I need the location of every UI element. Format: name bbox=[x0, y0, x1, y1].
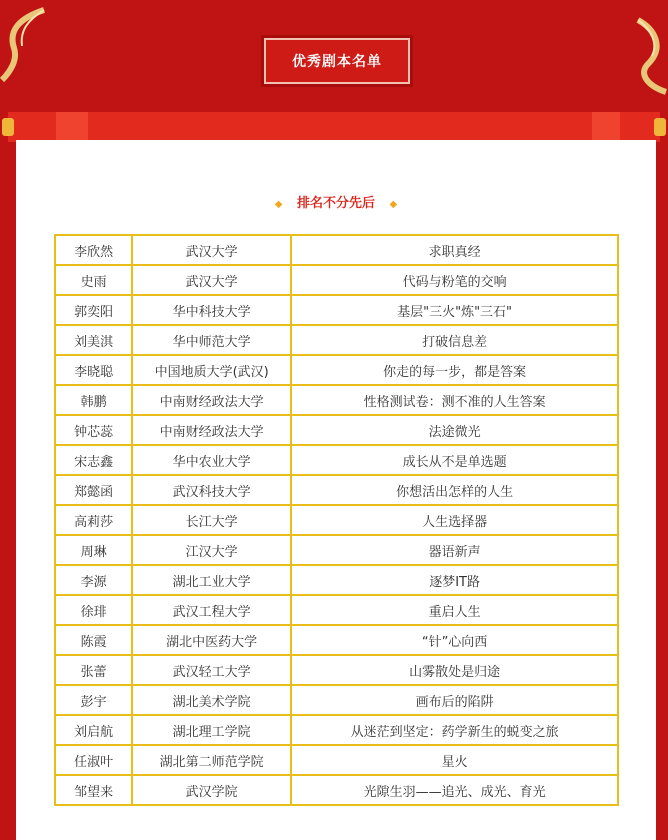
script-title: 器语新声 bbox=[291, 535, 618, 565]
table-row bbox=[55, 655, 618, 685]
table-row bbox=[55, 625, 618, 655]
table-row bbox=[55, 745, 618, 775]
script-title: 性格测试卷：测不准的人生答案 bbox=[291, 385, 618, 415]
table-row bbox=[55, 355, 618, 385]
school-name: 华中科技大学 bbox=[132, 295, 291, 325]
student-name: 李晓聪 bbox=[55, 355, 132, 385]
school-name: 湖北美术学院 bbox=[132, 685, 291, 715]
school-name: 武汉大学 bbox=[132, 265, 291, 295]
script-title: 基层"三火"炼"三石" bbox=[291, 295, 618, 325]
table-row bbox=[55, 475, 618, 505]
table-row bbox=[55, 265, 618, 295]
script-title: 从迷茫到坚定：药学新生的蜕变之旅 bbox=[291, 715, 618, 745]
diamond-icon: ◆ bbox=[389, 199, 398, 210]
student-name: 彭宇 bbox=[55, 685, 132, 715]
table-row bbox=[55, 325, 618, 355]
student-name: 高莉莎 bbox=[55, 505, 132, 535]
diamond-icon: ◆ bbox=[274, 199, 283, 210]
student-name: 邹望来 bbox=[55, 775, 132, 805]
student-name: 周琳 bbox=[55, 535, 132, 565]
school-name: 湖北第二师范学院 bbox=[132, 745, 291, 775]
page-title: 优秀剧本名单 bbox=[292, 54, 382, 70]
school-name: 中南财经政法大学 bbox=[132, 385, 291, 415]
paper-sheet bbox=[16, 140, 656, 840]
student-name: 钟芯蕊 bbox=[55, 415, 132, 445]
table-row bbox=[55, 535, 618, 565]
school-name: 湖北理工学院 bbox=[132, 715, 291, 745]
table-row bbox=[55, 445, 618, 475]
student-name: 李源 bbox=[55, 565, 132, 595]
school-name: 长江大学 bbox=[132, 505, 291, 535]
student-name: 郭奕阳 bbox=[55, 295, 132, 325]
school-name: 武汉轻工大学 bbox=[132, 655, 291, 685]
script-title: 光隙生羽——追光、成光、育光 bbox=[291, 775, 618, 805]
script-title: 山雾散处是归途 bbox=[291, 655, 618, 685]
script-title: 代码与粉笔的交响 bbox=[291, 265, 618, 295]
school-name: 华中师范大学 bbox=[132, 325, 291, 355]
script-title: 画布后的陷阱 bbox=[291, 685, 618, 715]
table-row bbox=[55, 415, 618, 445]
student-name: 张蕾 bbox=[55, 655, 132, 685]
school-name: 江汉大学 bbox=[132, 535, 291, 565]
scroll-rod bbox=[8, 112, 660, 142]
script-title: 法途微光 bbox=[291, 415, 618, 445]
table-row bbox=[55, 595, 618, 625]
scroll-cap-left bbox=[2, 118, 14, 136]
table-row bbox=[55, 775, 618, 805]
student-name: 陈霞 bbox=[55, 625, 132, 655]
student-name: 宋志鑫 bbox=[55, 445, 132, 475]
student-name: 郑懿函 bbox=[55, 475, 132, 505]
gold-ribbon-left-icon bbox=[0, 0, 60, 100]
scroll-band bbox=[56, 112, 88, 142]
student-name: 任淑叶 bbox=[55, 745, 132, 775]
scroll-cap-right bbox=[654, 118, 666, 136]
script-title: 逐梦IT路 bbox=[291, 565, 618, 595]
table-row bbox=[55, 685, 618, 715]
student-name: 李欣然 bbox=[55, 235, 132, 265]
script-title: 星火 bbox=[291, 745, 618, 775]
gold-ribbon-right-icon bbox=[608, 0, 668, 100]
subtitle bbox=[16, 192, 656, 211]
student-name: 刘美淇 bbox=[55, 325, 132, 355]
page-title-box bbox=[264, 38, 410, 84]
script-title: 求职真经 bbox=[291, 235, 618, 265]
school-name: 武汉大学 bbox=[132, 235, 291, 265]
student-name: 史雨 bbox=[55, 265, 132, 295]
script-title: 你走的每一步，都是答案 bbox=[291, 355, 618, 385]
school-name: 武汉学院 bbox=[132, 775, 291, 805]
table-row bbox=[55, 385, 618, 415]
scroll-band bbox=[592, 112, 620, 142]
school-name: 华中农业大学 bbox=[132, 445, 291, 475]
script-title: 你想活出怎样的人生 bbox=[291, 475, 618, 505]
school-name: 中国地质大学(武汉) bbox=[132, 355, 291, 385]
school-name: 湖北中医药大学 bbox=[132, 625, 291, 655]
school-name: 武汉科技大学 bbox=[132, 475, 291, 505]
table-row bbox=[55, 715, 618, 745]
script-title: 重启人生 bbox=[291, 595, 618, 625]
script-title: 打破信息差 bbox=[291, 325, 618, 355]
school-name: 中南财经政法大学 bbox=[132, 415, 291, 445]
student-name: 徐琲 bbox=[55, 595, 132, 625]
script-title: 人生选择器 bbox=[291, 505, 618, 535]
school-name: 湖北工业大学 bbox=[132, 565, 291, 595]
script-title: 成长从不是单选题 bbox=[291, 445, 618, 475]
table-row bbox=[55, 235, 618, 265]
script-title: “针”心向西 bbox=[291, 625, 618, 655]
student-name: 刘启航 bbox=[55, 715, 132, 745]
table-row bbox=[55, 295, 618, 325]
table-row bbox=[55, 505, 618, 535]
school-name: 武汉工程大学 bbox=[132, 595, 291, 625]
table-row bbox=[55, 565, 618, 595]
award-table bbox=[54, 234, 619, 806]
student-name: 韩鹏 bbox=[55, 385, 132, 415]
subtitle-text: 排名不分先后 bbox=[296, 196, 375, 211]
